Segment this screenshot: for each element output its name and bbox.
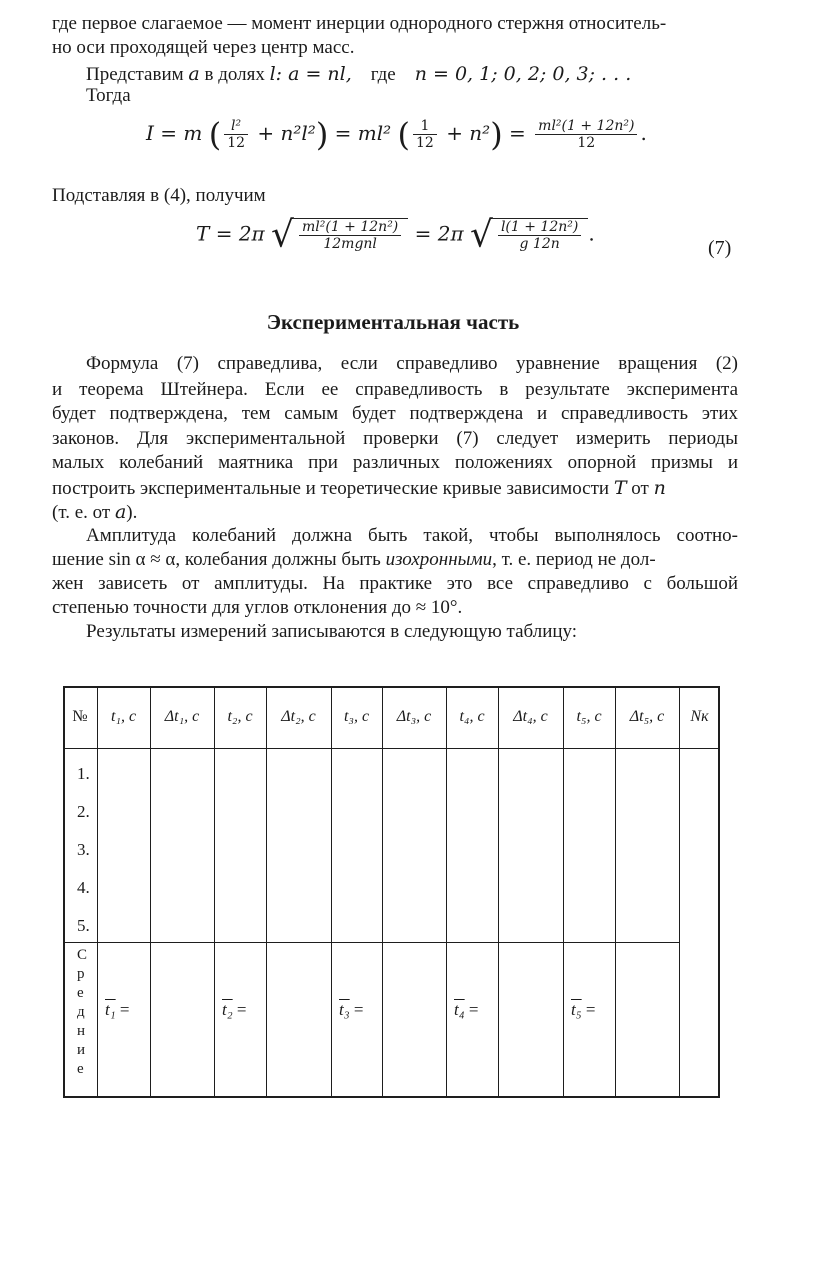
fraction <box>498 219 581 252</box>
table-header-cell: № <box>72 708 88 725</box>
text-line: законов. Для экспериментальной проверки (7) следует измерить периоды <box>52 428 738 449</box>
table-header-rule <box>63 748 720 749</box>
measurement-table <box>63 686 720 1098</box>
mean-label-letter: р <box>77 966 85 982</box>
table-row-number: 1. <box>77 764 90 783</box>
formula-period <box>196 214 595 256</box>
table-header-cell: Δt₅, c <box>629 708 665 725</box>
fraction-denominator: g 12n <box>498 235 581 252</box>
mean-row-label <box>77 946 91 1079</box>
radicand <box>294 218 408 252</box>
formula-part: = ml² <box>334 121 392 145</box>
mean-value-label <box>571 998 595 1022</box>
section-heading: Экспериментальная часть <box>266 310 520 334</box>
formula-part: + n² <box>446 121 491 145</box>
mean-label-letter: С <box>77 947 88 963</box>
fraction-denominator: 12 <box>413 134 437 151</box>
table-header-cell: Δt₁, c <box>164 708 200 725</box>
math-var: T <box>613 477 627 499</box>
table-header-cell: Δt₃, c <box>396 708 432 725</box>
text-line <box>52 500 738 525</box>
mean-label-letter: н <box>77 1023 86 1039</box>
mean-equals: = <box>115 1000 130 1019</box>
table-header-cell: t₄, c <box>459 708 485 725</box>
table-header-cell: t₁, c <box>110 708 137 725</box>
math-expr: : a = nl, <box>275 63 352 85</box>
mean-label-letter: е <box>77 985 84 1001</box>
text-span: (т. е. от <box>52 502 111 523</box>
formula-part: I = m <box>146 121 203 145</box>
formula-inertia <box>146 115 647 154</box>
text-line: где первое слагаемое — момент инерции однородного стержня относитель- <box>52 13 667 34</box>
square-root <box>469 214 588 256</box>
formula-part: = 2π <box>414 221 464 246</box>
text-line: Результаты измерений записываются в следующую таблицу: <box>86 621 578 642</box>
text-line: будет подтверждена, тем самым будет подтверждена и справедливость этих <box>52 403 738 424</box>
math-expr: n = 0, 1; 0, 2; 0, 3; . . . <box>414 63 632 85</box>
paren-open: ( <box>397 115 410 154</box>
text-span: где <box>370 64 396 85</box>
text-span: от <box>631 478 649 499</box>
radicand <box>493 218 588 252</box>
mean-value-label <box>105 998 129 1022</box>
fraction-numerator: ml²(1 + 12n²) <box>302 219 399 235</box>
text-line: жен зависеть от амплитуды. На практике это все справедливо с большой <box>52 573 738 594</box>
text-line <box>52 476 738 501</box>
mean-equals: = <box>581 1000 596 1019</box>
table-row-number: 4. <box>77 878 90 897</box>
formula-part: + n²l² <box>257 121 316 145</box>
fraction-numerator: 1 <box>420 118 430 134</box>
fraction-denominator: 12 <box>224 134 248 151</box>
table-header-cell: Nк <box>690 708 709 725</box>
mean-equals: = <box>349 1000 364 1019</box>
formula-part: = <box>509 121 526 145</box>
mean-symbol: t₁ <box>105 1000 116 1019</box>
fraction <box>224 118 248 151</box>
formula-part: T = 2π <box>196 221 265 246</box>
mean-label-letter: и <box>77 1042 86 1058</box>
math-var: l <box>269 63 276 85</box>
mean-symbol: t₄ <box>454 1000 465 1019</box>
paren-close: ) <box>490 115 503 154</box>
mean-equals: = <box>232 1000 247 1019</box>
text-span: , т. е. период не дол- <box>492 549 656 570</box>
text-line: Подставляя в (4), получим <box>52 185 266 206</box>
fraction-numerator: l² <box>231 118 242 134</box>
fraction <box>535 118 637 151</box>
mean-value-label <box>339 998 363 1022</box>
table-border-bottom <box>63 1096 720 1098</box>
formula-part: . <box>588 221 595 246</box>
fraction <box>413 118 437 151</box>
table-header-cell: t₃, c <box>343 708 370 725</box>
text-emphasis: изохронными <box>385 549 493 570</box>
mean-label-letter: д <box>77 1004 85 1020</box>
fraction-numerator: ml²(1 + 12n²) <box>538 118 635 134</box>
math-var: a <box>188 63 200 85</box>
radical-sign: √ <box>271 214 294 256</box>
paren-close: ) <box>315 115 329 154</box>
fraction-denominator: 12mgnl <box>299 235 401 252</box>
table-header-cell: t₂, c <box>227 708 253 725</box>
mean-symbol: t₅ <box>571 1000 582 1019</box>
mean-symbol: t₃ <box>339 1000 350 1019</box>
fraction <box>299 219 401 252</box>
table-row-number: 2. <box>77 802 90 821</box>
fraction-numerator: l(1 + 12n²) <box>500 219 579 235</box>
fraction-denominator: 12 <box>535 134 637 151</box>
table-row-number: 3. <box>77 840 90 859</box>
mean-label-letter: е <box>77 1061 84 1077</box>
equation-number: (7) <box>708 237 732 259</box>
text-line: и теорема Штейнера. Если ее справедливость в результате эксперимента <box>52 379 738 400</box>
table-header-cell: Δt₄, c <box>513 708 548 725</box>
square-root <box>271 214 408 256</box>
text-span: шение sin α ≈ α, колебания должны быть <box>52 549 381 570</box>
math-var: n <box>653 477 666 499</box>
table-header-cell: Δt₂, c <box>281 708 316 725</box>
text-line: Тогда <box>86 85 131 106</box>
table-mean-rule <box>63 942 679 943</box>
text-line: Формула (7) справедлива, если справедливо уравнение вращения (2) <box>86 353 738 374</box>
text-span: построить экспериментальные и теоретические кривые зависимости <box>52 478 610 499</box>
text-line: Амплитуда колебаний должна быть такой, чтобы выполнялось соотно- <box>86 525 738 546</box>
table-row-number: 5. <box>77 916 90 935</box>
paren-open: ( <box>208 115 222 154</box>
table-header-cell: t₅, c <box>576 708 602 725</box>
math-var: a <box>114 501 127 523</box>
radical-sign: √ <box>469 214 493 256</box>
text-span: Представим <box>86 64 184 85</box>
text-line: но оси проходящей через центр масс. <box>52 37 355 58</box>
text-line <box>52 548 738 572</box>
text-line: степенью точности для углов отклонения до ≈ 10°. <box>52 597 463 618</box>
mean-symbol: t₂ <box>222 1000 233 1019</box>
formula-part: . <box>640 121 647 145</box>
text-line: малых колебаний маятника при различных положениях опорной призмы и <box>52 452 738 473</box>
mean-value-label <box>222 998 246 1022</box>
text-span: в долях <box>204 64 265 85</box>
mean-value-label <box>454 998 478 1022</box>
text-span: ). <box>126 502 138 523</box>
mean-equals: = <box>464 1000 479 1019</box>
